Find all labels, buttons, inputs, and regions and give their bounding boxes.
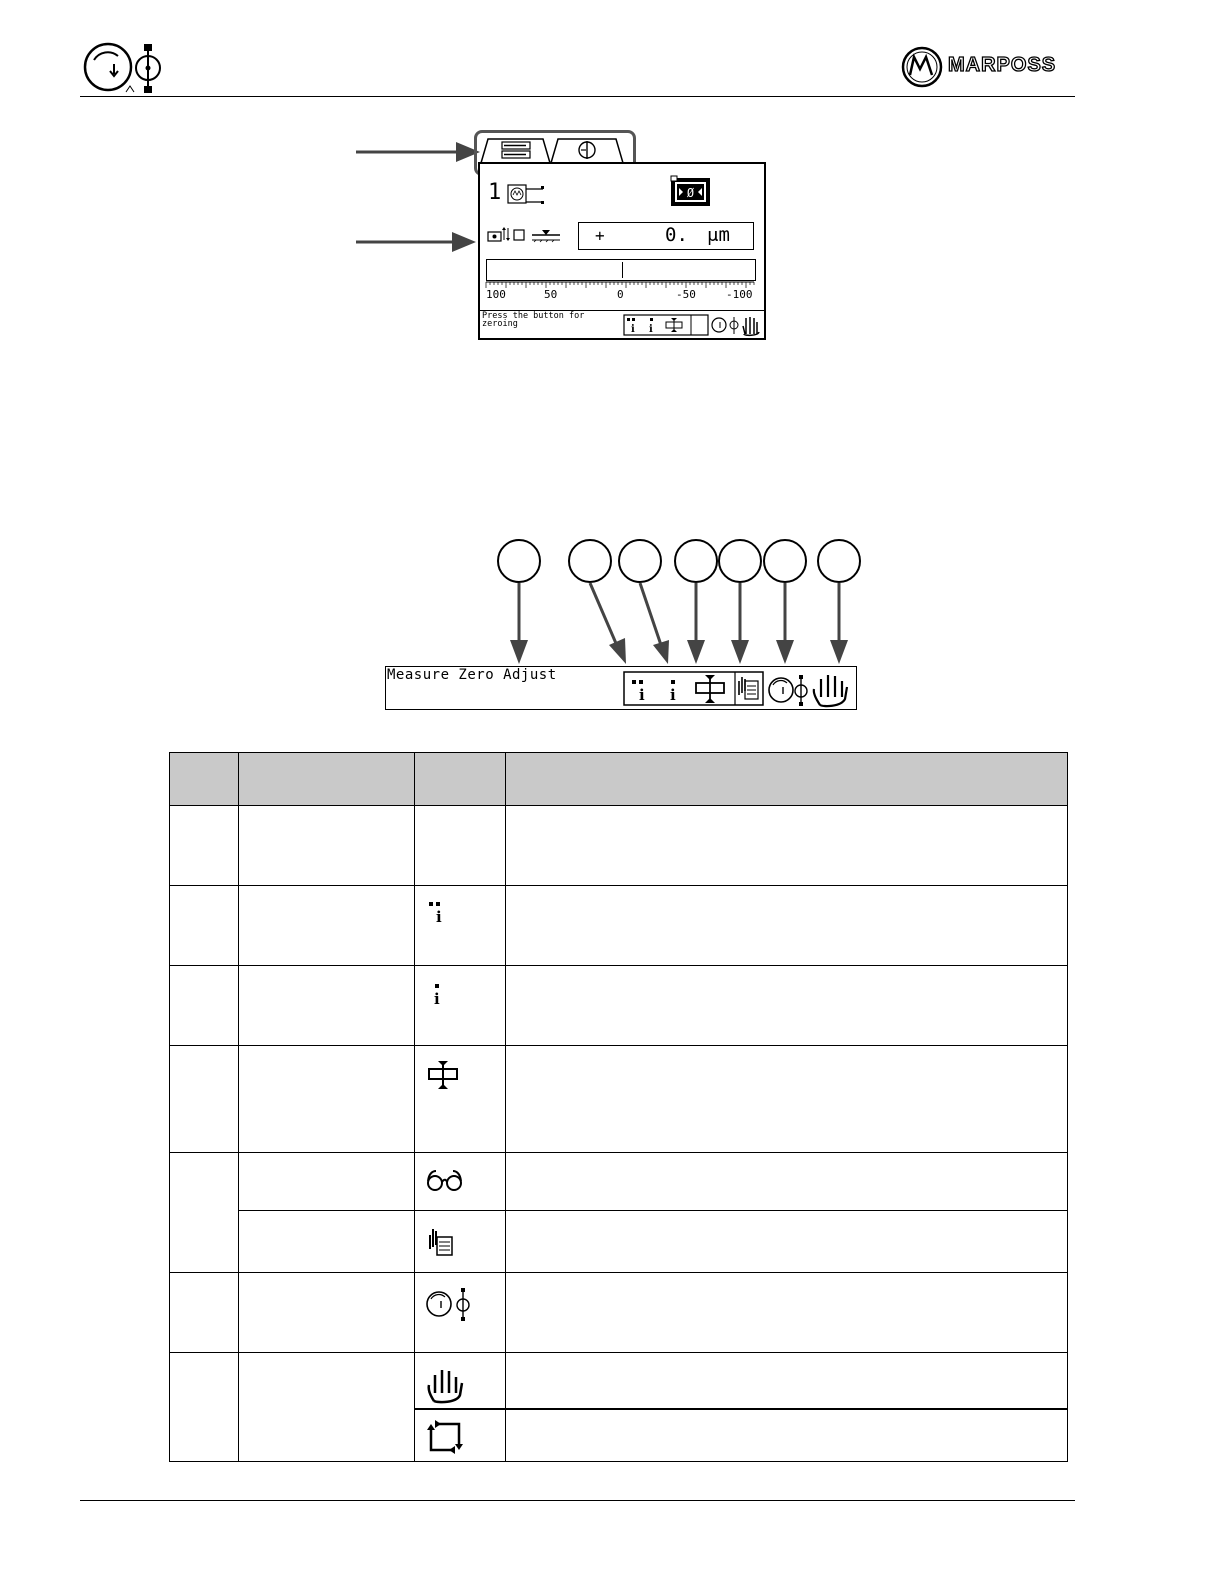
table-icon-cell	[415, 1409, 506, 1461]
svg-text:i: i	[434, 990, 440, 1008]
scale-label: 0	[617, 288, 624, 301]
status-message-line1: Press the button for	[482, 311, 585, 321]
hand-document-icon	[427, 1227, 457, 1257]
table-cell	[506, 1211, 1068, 1273]
table-cell	[506, 1273, 1068, 1353]
table-row	[170, 1353, 1068, 1410]
wheel-gauge-icon	[425, 1287, 477, 1321]
status-bar-enlarged	[385, 666, 857, 710]
wheel-gauge-icon	[769, 675, 807, 706]
table-icon-cell	[415, 1046, 506, 1153]
svg-text:i: i	[670, 686, 676, 704]
table-cell	[170, 966, 239, 1046]
zero-adjust-icon	[696, 675, 724, 703]
hand-document-icon	[739, 677, 758, 699]
measure-unit: μm	[707, 224, 730, 246]
two-dot-info-icon	[632, 680, 645, 704]
table-cell	[239, 1211, 415, 1273]
table-header-row	[170, 753, 1068, 806]
status-message-line2: zeroing	[482, 319, 518, 329]
measure-value: 0.	[665, 224, 688, 246]
two-dot-info-icon	[427, 900, 451, 926]
table-cell	[170, 806, 239, 886]
table-cell	[239, 1153, 415, 1211]
table-header-cell	[239, 753, 415, 806]
svg-text:i: i	[631, 324, 635, 335]
table-cell	[239, 806, 415, 886]
scale-label: -100	[726, 288, 753, 301]
table-row	[170, 886, 1068, 966]
table-icon-cell	[415, 1153, 506, 1211]
table-row	[170, 1211, 1068, 1273]
table-icon-cell	[415, 1211, 506, 1273]
table-cell	[506, 1153, 1068, 1211]
table-cell	[506, 1046, 1068, 1153]
table-icon-cell	[415, 966, 506, 1046]
table-cell	[506, 1353, 1068, 1410]
hand-icon	[814, 675, 847, 706]
table-row	[170, 1153, 1068, 1211]
table-cell	[415, 806, 506, 886]
cycle-icon	[427, 1420, 463, 1454]
softkey-table	[169, 752, 1068, 1462]
svg-text:i: i	[639, 686, 645, 704]
table-row	[170, 1046, 1068, 1153]
channel-number: 1	[488, 180, 502, 205]
footer-rule	[80, 1500, 1075, 1501]
callout-arrows	[0, 0, 1224, 700]
status-bar-message: Measure Zero Adjust	[387, 667, 557, 683]
table-cell	[506, 1409, 1068, 1461]
table-header-cell	[506, 753, 1068, 806]
glasses-icon	[425, 1167, 465, 1193]
svg-text:i: i	[436, 908, 442, 926]
table-icon-cell	[415, 1273, 506, 1353]
scale-label: -50	[676, 288, 696, 301]
status-bar-icons	[623, 669, 855, 707]
table-cell	[170, 1153, 239, 1273]
brand-name: MARPOSS	[948, 54, 1057, 76]
table-icon-cell	[415, 886, 506, 966]
scale-label: 50	[544, 288, 558, 301]
table-cell	[239, 1353, 415, 1462]
table-row	[170, 966, 1068, 1046]
table-cell	[506, 806, 1068, 886]
svg-text:Ø: Ø	[686, 186, 695, 200]
table-cell	[239, 1046, 415, 1153]
table-header-cell	[415, 753, 506, 806]
table-row	[170, 806, 1068, 886]
svg-text:i: i	[649, 324, 653, 335]
scale-label: 100	[486, 288, 506, 301]
hand-icon	[427, 1365, 463, 1403]
table-cell	[170, 1046, 239, 1153]
table-cell	[506, 966, 1068, 1046]
table-row	[170, 1273, 1068, 1353]
table-cell	[170, 1273, 239, 1353]
table-cell	[239, 886, 415, 966]
one-dot-info-icon	[670, 680, 676, 704]
measure-sign: +	[595, 226, 605, 245]
table-header-cell	[170, 753, 239, 806]
table-cell	[170, 1353, 239, 1462]
table-icon-cell	[415, 1353, 506, 1410]
table-cell	[170, 886, 239, 966]
table-cell	[239, 1273, 415, 1353]
zero-adjust-icon	[427, 1060, 461, 1090]
table-cell	[239, 966, 415, 1046]
one-dot-info-icon	[431, 980, 447, 1006]
table-cell	[506, 886, 1068, 966]
